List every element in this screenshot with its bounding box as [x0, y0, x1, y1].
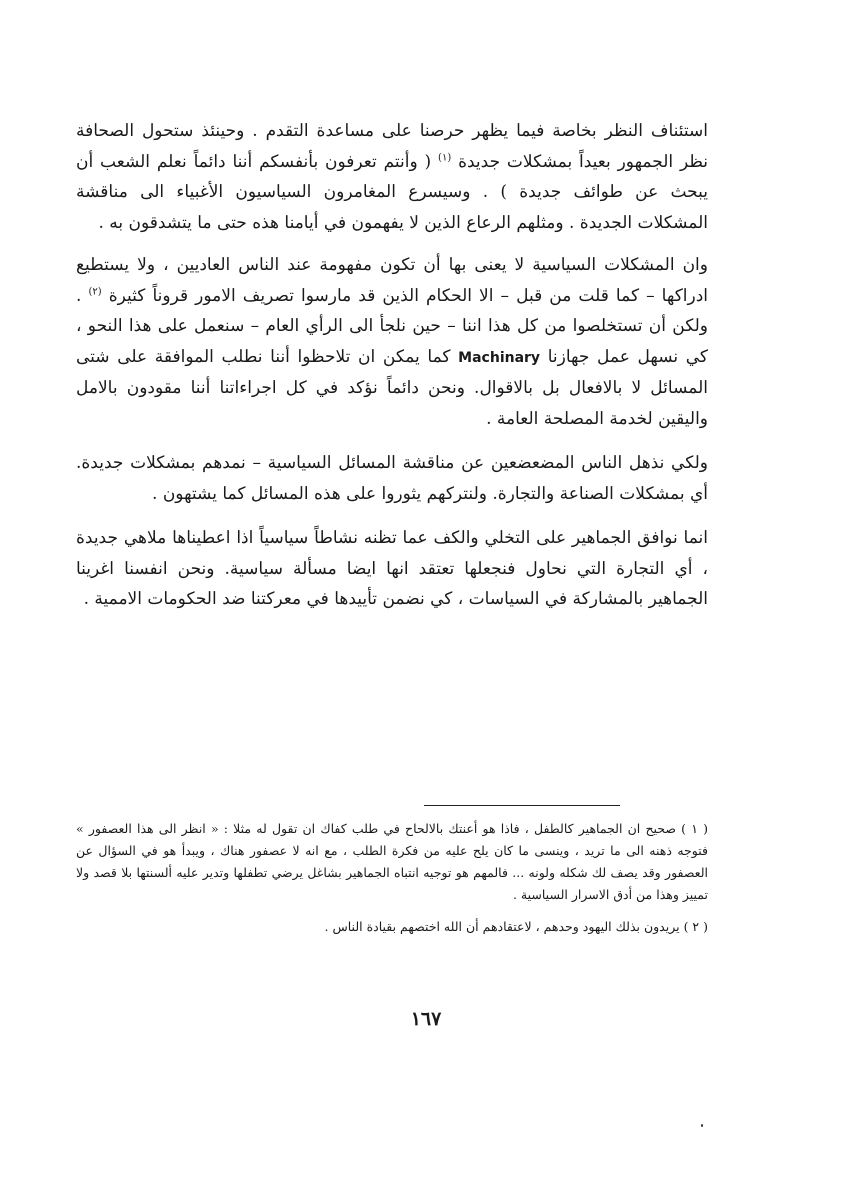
footnote-separator	[424, 805, 620, 806]
paragraph-2	[76, 250, 708, 434]
paragraph-2-text-a: وان المشكلات السياسية لا يعنى بها أن تكون مفهومة عند الناس العاديين ، ولا يستطيع ادراكها – كما قلت من قبل – الا الحكام الذين قد مارسوا تصريف الامور قروناً كثيرة	[76, 255, 709, 306]
latin-word: Machinary	[458, 349, 541, 366]
paragraph-2-text-c: كما يمكن ان تلاحظوا أننا نطلب الموافقة على شتى المسائل لا بالافعال بل بالاقوال. ونحن دائماً نؤكد في كل اجراءاتنا أننا مقودون بالامل واليقين لخدمة المصلحة العامة .	[76, 346, 708, 429]
paragraph-1	[76, 116, 708, 238]
page-number: ١٦٧	[410, 1008, 442, 1030]
paragraph-4: انما نوافق الجماهير على التخلي والكف عما تظنه نشاطاً سياسياً اذا اعطيناها ملاهي جديدة ، أي التجارة التي نحاول فنجعلها تعتقد انها ايضا مسألة سياسية. ونحن انفسنا اغرينا الجماهير بالمشاركة في السياسات ، كي نضمن تأييدها في معركتنا ضد الحكومات الاممية .	[76, 528, 708, 609]
paragraph-2-text-b: . ولكن أن تستخلصوا من كل هذا اننا – حين نلجأ الى الرأي العام – سنعمل على هذا النحو ، كي نسهل عمل جهازنا	[76, 285, 709, 367]
footnote-2: ( ٢ ) يريدون بذلك اليهود وحدهم ، لاعتقادهم أن الله اختصهم بقيادة الناس .	[324, 919, 708, 934]
footnote-ref-1: (١)	[438, 151, 452, 163]
scan-speck	[701, 1124, 703, 1127]
footnote-ref-2: (٢)	[88, 285, 102, 297]
paragraph-1-text-a: استئناف النظر بخاصة فيما يظهر حرصنا على مساعدة التقدم . وحينئذ ستحول الصحافة نظر الجمهور بعيداً بمشكلات جديدة	[76, 121, 709, 172]
main-text	[76, 116, 708, 629]
footnotes	[76, 818, 708, 948]
paragraph-3: ولكي نذهل الناس المضعضعين عن مناقشة المسائل السياسية – نمدهم بمشكلات جديدة. أي بمشكلات الصناعة والتجارة. ولنتركهم يثوروا على هذه المسائل كما يشتهون .	[76, 453, 708, 504]
paragraph-1-text-b: ( وأنتم تعرفون بأنفسكم أننا دائماً نعلم الشعب أن يبحث عن طوائف جديدة ) . وسيسرع المغامرون السياسيون الأغبياء الى مناقشة المشكلات الجديدة . ومثلهم الرعاع الذين لا يفهمون في أيامنا هذه حتى ما يتشدقون به .	[76, 151, 708, 233]
footnote-1: ( ١ ) صحيح ان الجماهير كالطفل ، فاذا هو أعنتك بالالحاح في طلب كفاك ان تقول له مثلا : « انظر الى هذا العصفور » فتوجه ذهنه الى ما تريد ، وينسى ما كان يلح عليه من فكرة الطلب ، مع انه لا عصفور هناك ، ويبدأ هو في السؤال عن العصفور وقد يصف لك شكله ولونه ... فالمهم هو توجيه انتباه الجماهير بشاغل يرضي تطفلها وتدير عليه ألسنتها بلا قصد ولا تمييز وهذا من أدق الاسرار السياسية .	[76, 821, 708, 902]
